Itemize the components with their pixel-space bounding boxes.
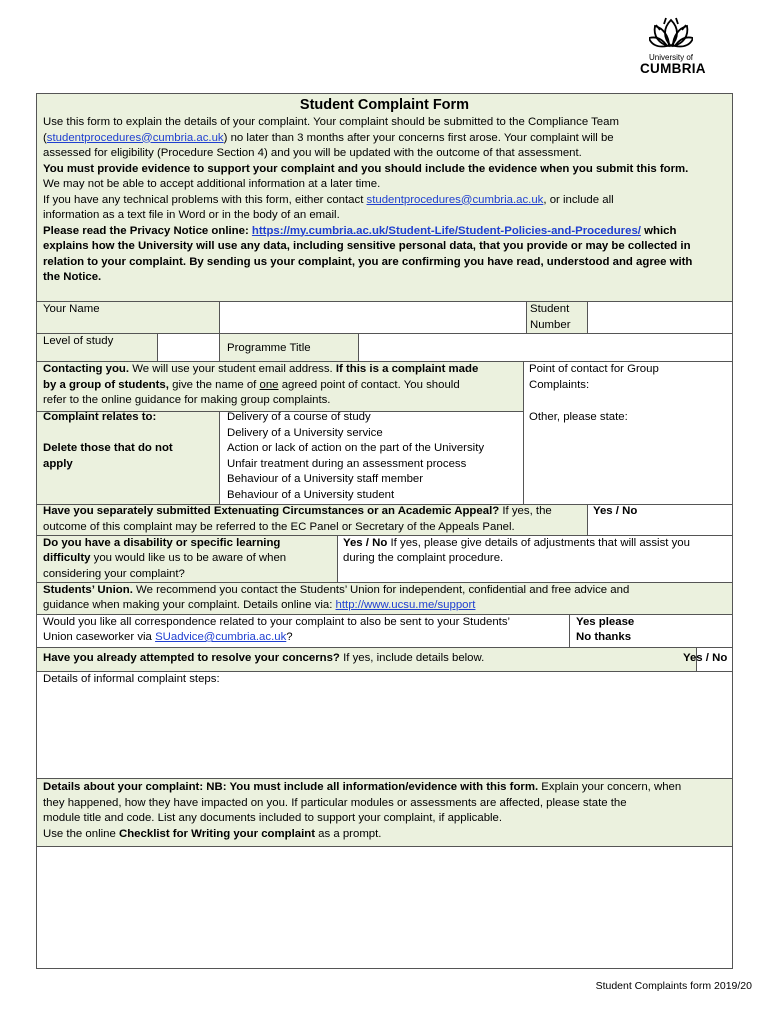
privacy-line-3: relation to your complaint. By sending us your complaint, you are confirming you have read, understood and agree with bbox=[43, 255, 693, 268]
ec-question-line-1: Have you separately submitted Extenuating Circumstances or an Academic Appeal? If yes, the bbox=[43, 505, 552, 517]
your-name-field[interactable] bbox=[220, 302, 525, 332]
privacy-line-2: explains how the University will use any data, including sensitive personal data, that you provide or may be collected in bbox=[43, 240, 691, 252]
relates-option[interactable]: Behaviour of a University student bbox=[227, 488, 395, 501]
relates-option[interactable]: Delivery of a University service bbox=[227, 426, 383, 439]
university-logo bbox=[640, 16, 706, 80]
resolve-yes-no[interactable]: Yes / No bbox=[683, 652, 728, 664]
contacting-line-3: refer to the online guidance for making group complaints. bbox=[43, 394, 331, 406]
informal-steps-field[interactable] bbox=[38, 689, 732, 777]
intro-line-5: We may not be able to accept additional information at a later time. bbox=[43, 178, 381, 190]
privacy-line-4: the Notice. bbox=[43, 271, 102, 283]
union-yes-please[interactable]: Yes please bbox=[576, 615, 635, 628]
complaint-form bbox=[36, 93, 733, 969]
contacting-line-2: by a group of students, give the name of one agreed point of contact. You should bbox=[43, 378, 460, 391]
union-line-2: guidance when making your complaint. Details online via: http://www.ucsu.me/support bbox=[43, 599, 476, 611]
complaint-details-field[interactable] bbox=[38, 847, 732, 968]
level-of-study-field[interactable] bbox=[158, 334, 218, 360]
level-of-study-label: Level of study bbox=[43, 335, 114, 347]
relates-option[interactable]: Behaviour of a University staff member bbox=[227, 473, 424, 485]
footer-text: Student Complaints form 2019/20 bbox=[595, 980, 752, 992]
privacy-notice-link[interactable]: https://my.cumbria.ac.uk/Student-Life/Student-Policies-and-Procedures/ bbox=[251, 224, 641, 237]
contacting-line-1: Contacting you. We will use your student email address. If this is a complaint made bbox=[43, 363, 479, 375]
group-contact-label-2: Complaints: bbox=[529, 378, 590, 391]
student-number-label-1: Student bbox=[530, 303, 570, 315]
intro-line-7: information as a text file in Word or in the body of an email. bbox=[43, 209, 340, 221]
details-line-3: module title and code. List any documents included to support your complaint, if applicable. bbox=[43, 812, 503, 824]
union-no-thanks[interactable]: No thanks bbox=[576, 631, 632, 643]
resolve-question: Have you already attempted to resolve your concerns? If yes, include details below. bbox=[43, 652, 485, 664]
your-name-label: Your Name bbox=[43, 303, 100, 315]
relates-option[interactable]: Delivery of a course of study bbox=[227, 411, 371, 423]
relates-option[interactable]: Action or lack of action on the part of the University bbox=[227, 442, 485, 454]
privacy-line-1: Please read the Privacy Notice online: https://my.cumbria.ac.uk/Student-Life/Student-Policies-and-Procedures/ which bbox=[43, 224, 677, 237]
disability-answer-line-1[interactable]: Yes / No If yes, please give details of adjustments that will assist you bbox=[343, 536, 690, 549]
ucsu-support-link[interactable]: http://www.ucsu.me/support bbox=[335, 599, 476, 611]
ec-question-line-2: outcome of this complaint may be referred to the EC Panel or Secretary of the Appeals Panel. bbox=[43, 520, 515, 533]
union-question-line-2: Union caseworker via SUadvice@cumbria.ac.uk? bbox=[43, 631, 293, 643]
programme-title-field[interactable] bbox=[359, 334, 732, 360]
evidence-notice: You must provide evidence to support your complaint and you should include the evidence when you submit this form. bbox=[43, 162, 689, 175]
lotus-icon bbox=[649, 16, 693, 50]
ec-yes-no[interactable]: Yes / No bbox=[593, 505, 638, 517]
relates-option[interactable]: Unfair treatment during an assessment process bbox=[227, 457, 467, 470]
details-line-2: they happened, how they have impacted on you. If particular modules or assessments are affected, please state the bbox=[43, 796, 627, 809]
disability-line-1: Do you have a disability or specific learning bbox=[43, 536, 281, 549]
disability-line-3: considering your complaint? bbox=[43, 567, 185, 580]
delete-instruction-1: Delete those that do not bbox=[43, 442, 173, 454]
group-contact-label-1: Point of contact for Group bbox=[529, 363, 659, 375]
programme-title-label: Programme Title bbox=[227, 342, 311, 354]
tech-support-email-link[interactable]: studentprocedures@cumbria.ac.uk bbox=[366, 193, 544, 206]
complaint-relates-label: Complaint relates to: bbox=[43, 411, 157, 423]
details-line-1: Details about your complaint: NB: You must include all information/evidence with this form. Explain your concern, when bbox=[43, 781, 682, 793]
delete-instruction-2: apply bbox=[43, 457, 73, 470]
student-number-field[interactable] bbox=[588, 302, 732, 332]
logo-cumbria: CUMBRIA bbox=[640, 61, 706, 76]
informal-steps-label: Details of informal complaint steps: bbox=[43, 673, 220, 685]
intro-line-6: If you have any technical problems with this form, either contact studentprocedures@cumbria.ac.uk, or include all bbox=[43, 193, 614, 206]
intro-line-1: Use this form to explain the details of your complaint. Your complaint should be submitted to the Compliance Team bbox=[43, 116, 619, 128]
form-title: Student Complaint Form bbox=[299, 97, 470, 113]
union-question-line-1: Would you like all correspondence related to your complaint to also be sent to your Students’ bbox=[43, 615, 511, 628]
logo-university-of: University of bbox=[648, 53, 693, 62]
other-please-state-label: Other, please state: bbox=[529, 411, 628, 423]
intro-line-2: (studentprocedures@cumbria.ac.uk) no later than 3 months after your concerns first arose. Your complaint will be bbox=[43, 131, 614, 144]
details-line-4: Use the online Checklist for Writing your complaint as a prompt. bbox=[43, 827, 382, 840]
intro-line-3: assessed for eligibility (Procedure Section 4) and you will be updated with the outcome of that assessment. bbox=[43, 147, 582, 159]
student-number-label-2: Number bbox=[530, 318, 571, 331]
suadvice-email-link[interactable]: SUadvice@cumbria.ac.uk bbox=[155, 631, 287, 643]
union-line-1: Students’ Union. We recommend you contact the Students’ Union for independent, confidential and free advice and bbox=[43, 583, 630, 596]
disability-answer-line-2: during the complaint procedure. bbox=[343, 552, 504, 564]
compliance-email-link[interactable]: studentprocedures@cumbria.ac.uk bbox=[46, 131, 224, 144]
disability-line-2: difficulty you would like us to be aware of when bbox=[43, 552, 287, 564]
